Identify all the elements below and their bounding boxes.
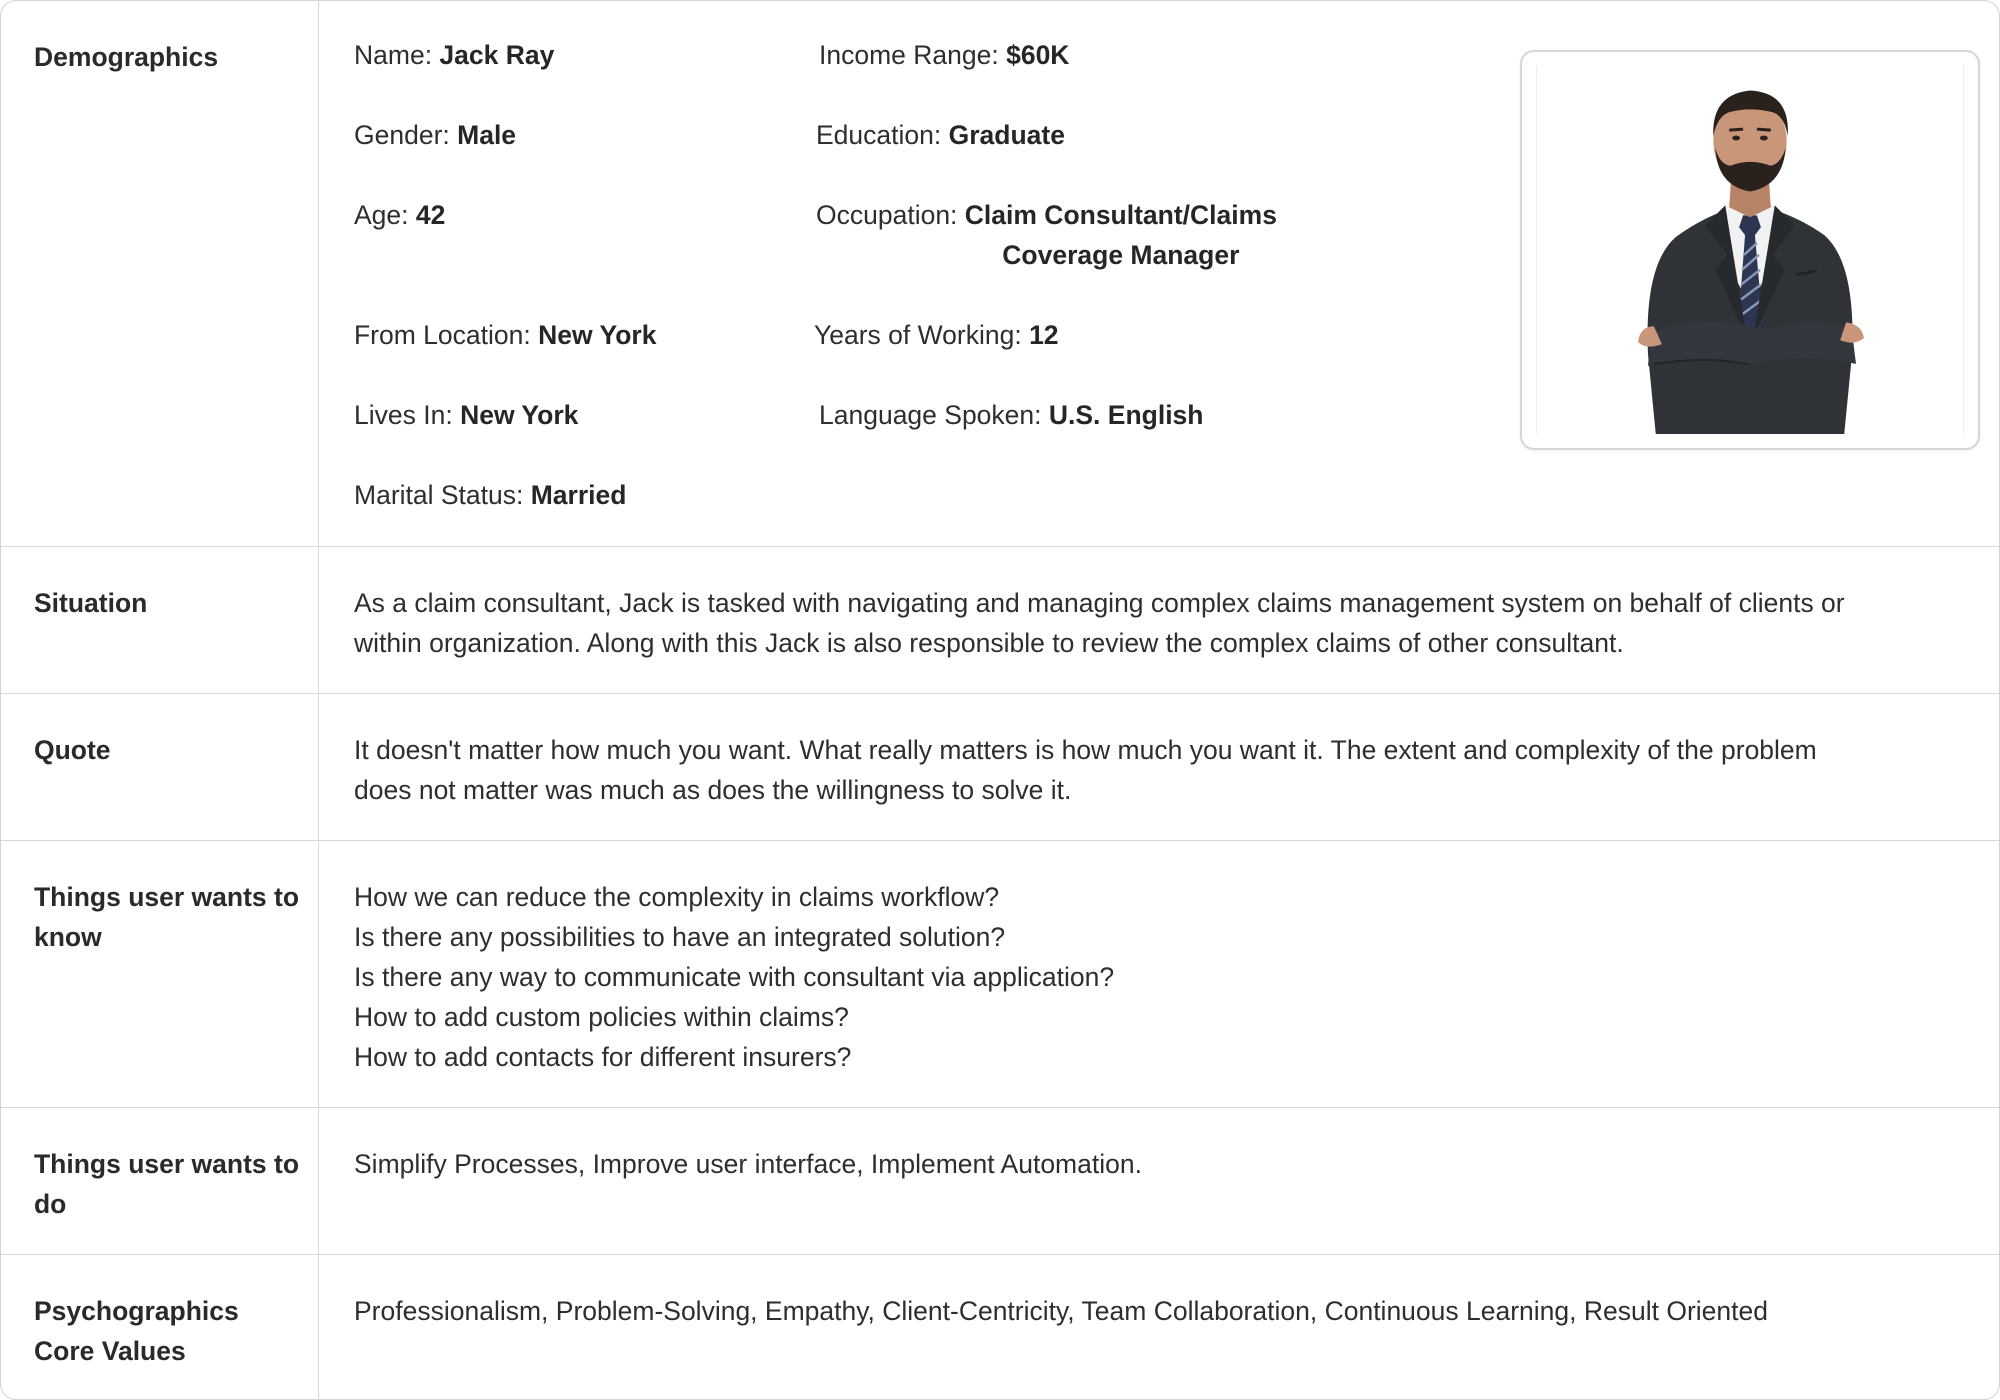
wants-to-know-label: Things user wants to know xyxy=(34,882,300,952)
occupation-value-line1: Claim Consultant/Claims xyxy=(964,200,1277,230)
lives-in-value: New York xyxy=(460,400,579,430)
psychographics-label-cell xyxy=(1,1255,319,1399)
age-value: 42 xyxy=(415,200,446,230)
years-working-key: Years of Working: xyxy=(814,320,1030,350)
language-value: U.S. English xyxy=(1048,400,1204,430)
wants-to-know-label-cell xyxy=(1,841,319,1107)
situation-row xyxy=(1,547,1999,694)
language-key: Language Spoken: xyxy=(819,400,1049,430)
marital-status-key: Marital Status: xyxy=(354,480,531,510)
gender-field xyxy=(354,115,516,155)
gender-value: Male xyxy=(457,120,517,150)
quote-label-cell xyxy=(1,694,319,840)
education-value: Graduate xyxy=(948,120,1065,150)
years-working-field xyxy=(814,315,1059,355)
occupation-value-line2: Coverage Manager xyxy=(1002,240,1240,270)
income-value: $60K xyxy=(1006,40,1070,70)
wants-to-do-row xyxy=(1,1108,1999,1255)
list-item: How to add contacts for different insurers? xyxy=(354,1042,852,1072)
situation-label-cell xyxy=(1,547,319,693)
quote-line: does not matter was much as does the willingness to solve it. xyxy=(354,775,1072,805)
age-field xyxy=(354,195,445,235)
quote-line: It doesn't matter how much you want. What really matters is how much you want it. The extent and complexity of the problem xyxy=(354,735,1817,765)
demographics-row xyxy=(1,1,1999,547)
profile-photo-card xyxy=(1520,50,1980,450)
from-location-value: New York xyxy=(538,320,657,350)
education-key: Education: xyxy=(816,120,949,150)
occupation-key: Occupation: xyxy=(816,200,965,230)
marital-status-value: Married xyxy=(530,480,627,510)
occupation-field xyxy=(816,195,1277,275)
income-field xyxy=(819,35,1069,75)
gender-key: Gender: xyxy=(354,120,458,150)
list-item: How we can reduce the complexity in claims workflow? xyxy=(354,882,1000,912)
language-field xyxy=(819,395,1203,435)
name-value: Jack Ray xyxy=(439,40,555,70)
list-item: How to add custom policies within claims? xyxy=(354,1002,849,1032)
list-item: Is there any way to communicate with consultant via application? xyxy=(354,962,1115,992)
person-portrait-icon xyxy=(1537,66,1963,434)
wants-to-do-label: Things user wants to do xyxy=(34,1149,300,1219)
marital-status-field xyxy=(354,475,626,515)
name-key: Name: xyxy=(354,40,440,70)
years-working-value: 12 xyxy=(1029,320,1059,350)
quote-row xyxy=(1,694,1999,841)
name-field xyxy=(354,35,554,75)
income-key: Income Range: xyxy=(819,40,1007,70)
demographics-label: Demographics xyxy=(34,42,219,72)
situation-line: As a claim consultant, Jack is tasked with navigating and managing complex claims management system on behalf of clients or xyxy=(354,588,1845,618)
situation-line: within organization. Along with this Jack is also responsible to review the complex claims of other consultant. xyxy=(354,628,1624,658)
wants-to-know-list xyxy=(354,877,1964,1077)
psychographics-text: Professionalism, Problem-Solving, Empathy, Client-Centricity, Team Collaboration, Continuous Learning, Result Oriented xyxy=(354,1296,1768,1326)
profile-photo xyxy=(1536,66,1964,434)
from-location-field xyxy=(354,315,656,355)
wants-to-do-text: Simplify Processes, Improve user interface, Implement Automation. xyxy=(354,1149,1142,1179)
psychographics-label: Psychographics Core Values xyxy=(34,1296,239,1366)
situation-text xyxy=(354,583,1964,663)
education-field xyxy=(816,115,1065,155)
quote-label: Quote xyxy=(34,735,111,765)
psychographics-row xyxy=(1,1255,1999,1399)
wants-to-do-label-cell xyxy=(1,1108,319,1254)
quote-text xyxy=(354,730,1964,810)
age-key: Age: xyxy=(354,200,416,230)
lives-in-field xyxy=(354,395,578,435)
situation-label: Situation xyxy=(34,588,148,618)
wants-to-know-row xyxy=(1,841,1999,1108)
from-location-key: From Location: xyxy=(354,320,539,350)
list-item: Is there any possibilities to have an integrated solution? xyxy=(354,922,1006,952)
lives-in-key: Lives In: xyxy=(354,400,461,430)
demographics-label-cell xyxy=(1,1,319,546)
